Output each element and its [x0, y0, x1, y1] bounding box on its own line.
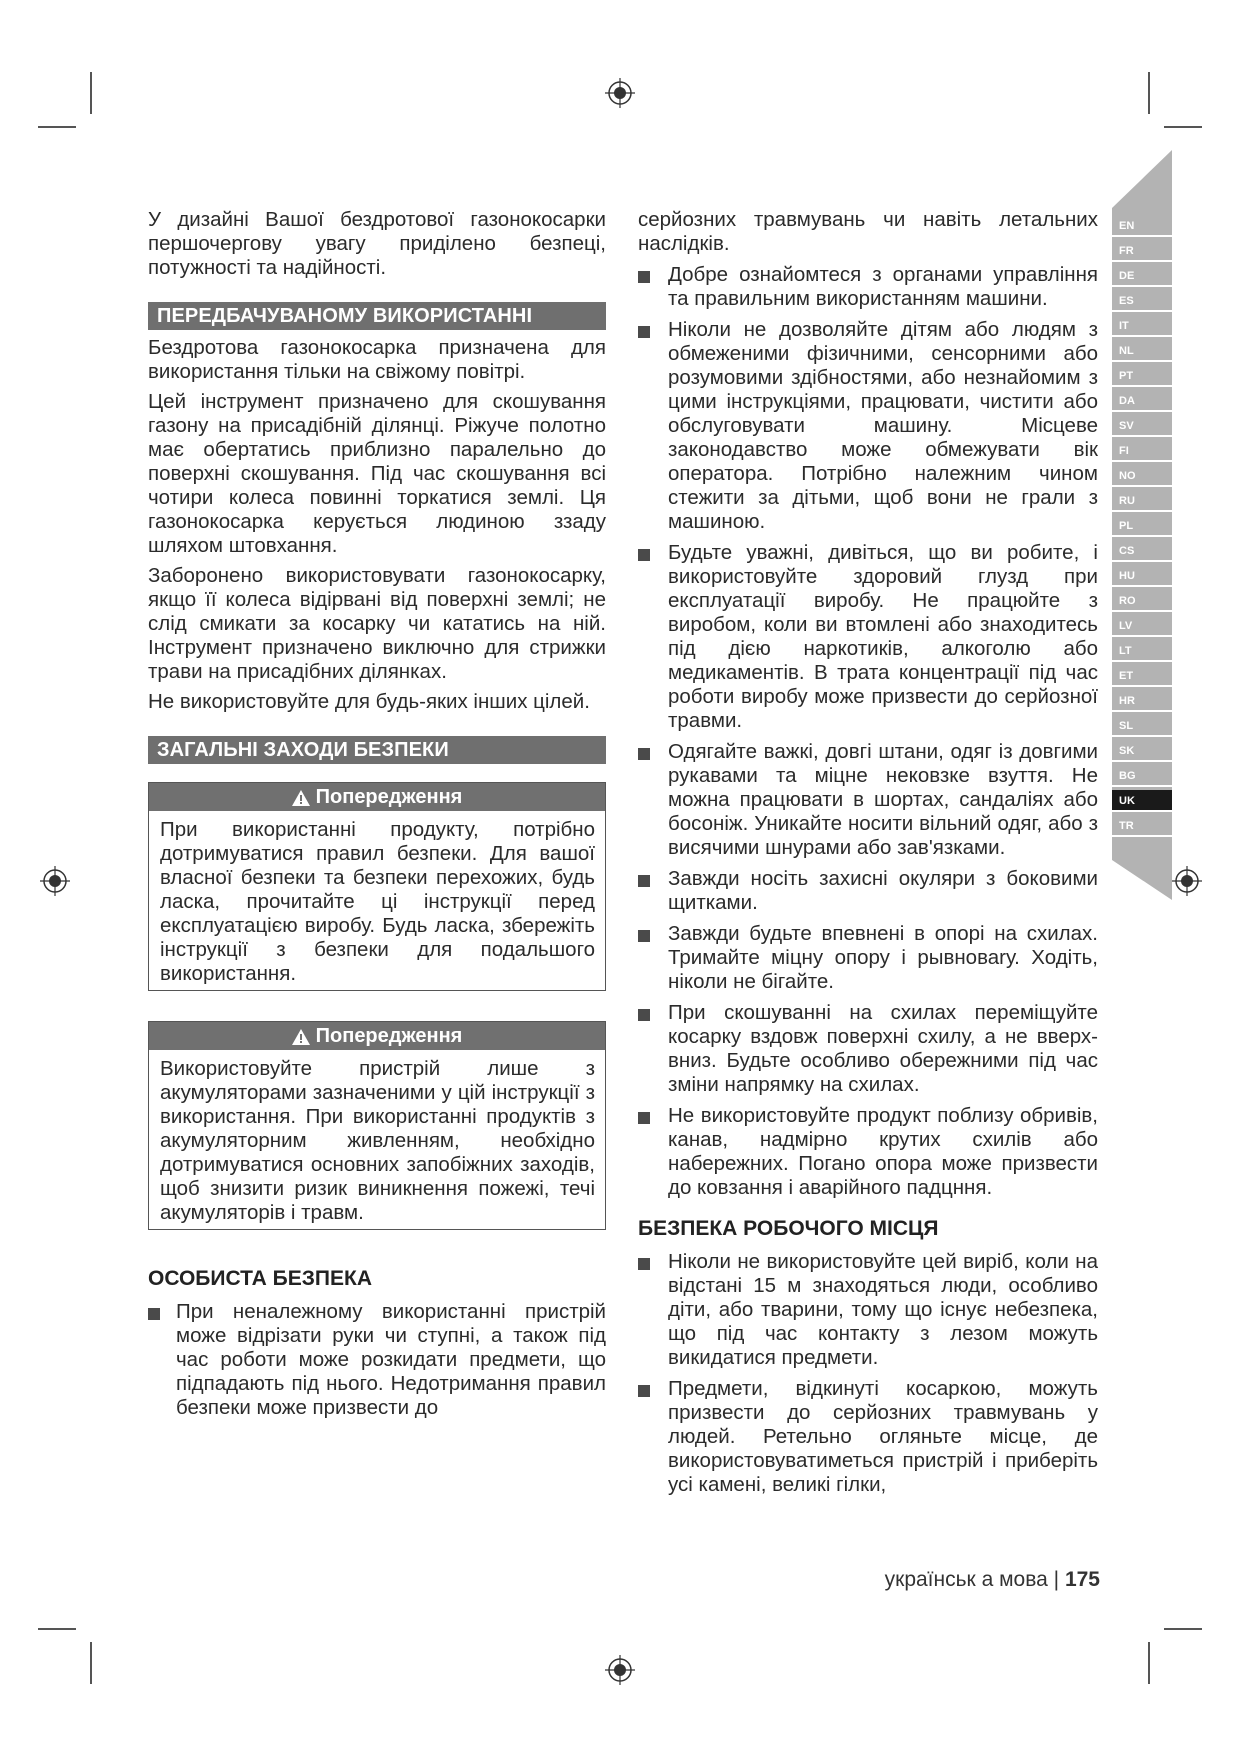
bullet-square-icon — [638, 930, 650, 942]
language-tab-pl[interactable]: PL — [1112, 515, 1172, 537]
crop-mark — [90, 72, 92, 114]
section-title-intended-use: ПЕРЕДБАЧУВАНОМУ ВИКОРИСТАННІ — [148, 302, 606, 330]
paragraph: Заборонено використовувати газонокосарку, якщо її колеса відірвані від поверхні землі; не слід смикати за косарку чи кататись на ній. Інструмент призначено виключно для стрижки трави на присадібних ділянках. — [148, 564, 606, 683]
list-item: При скошуванні на схилах переміщуйте косарку вздовж поверхні схилу, а не вверх-вниз. Будьте особливо обережними під час зміни напрямку на схилах. — [638, 1001, 1098, 1097]
footer-language: українськ а мова — [884, 1568, 1048, 1591]
bullet-square-icon — [638, 1112, 650, 1124]
list-item: Ніколи не використовуйте цей виріб, коли на відстані 15 м знаходяться люди, особливо діти, або тварини, тому що існує небезпека, що під час контакту з лезом можуть викидатися предмети. — [638, 1250, 1098, 1370]
language-tab-bg[interactable]: BG — [1112, 765, 1172, 787]
intro-paragraph: У дизайні Вашої бездротової газонокосарки першочергову увагу приділено безпеці, потужності та надійності. — [148, 208, 606, 279]
list-item: Не використовуйте продукт поблизу обривів, канав, надмірно крутих схилів або набережних. Погано опора може призвести до ковзання і аварійного падцння. — [638, 1104, 1098, 1200]
paragraph: Не використовуйте для будь-яких інших цілей. — [148, 690, 590, 713]
crop-mark — [1148, 1642, 1150, 1684]
section-title-work-area-safety: БЕЗПЕКА РОБОЧОГО МІСЦЯ — [638, 1217, 939, 1240]
footer-separator: | — [1053, 1568, 1060, 1591]
language-tab-nl[interactable]: NL — [1112, 340, 1172, 362]
language-tab-ru[interactable]: RU — [1112, 490, 1172, 512]
language-tab-tr[interactable]: TR — [1112, 815, 1172, 837]
language-tab-pt[interactable]: PT — [1112, 365, 1172, 387]
crop-mark — [1164, 126, 1202, 128]
language-tab-it[interactable]: IT — [1112, 315, 1172, 337]
language-tab-sv[interactable]: SV — [1112, 415, 1172, 437]
language-tab-sk[interactable]: SK — [1112, 740, 1172, 762]
bullet-square-icon — [638, 1258, 650, 1270]
language-tab-es[interactable]: ES — [1112, 290, 1172, 312]
bullet-list — [638, 263, 1098, 1200]
paragraph-continued: серйозних травмувань чи навіть летальних наслідків. — [638, 208, 1098, 255]
registration-mark-icon — [40, 866, 70, 896]
language-tab-sl[interactable]: SL — [1112, 715, 1172, 737]
bullet-square-icon — [638, 748, 650, 760]
registration-mark-icon — [605, 78, 635, 108]
warning-text: Використовуйте пристрій лише з акумуляторами зазначеними у цій інструкції з використання. При використанні продуктів з акумуляторним живленням, необхідно дотримуватися основних запобіжних заходів, щоб знизити ризик виникнення пожежі, течі акумуляторів і травм. — [160, 1057, 595, 1224]
page-footer — [820, 1568, 1100, 1592]
language-tabs — [1112, 150, 1182, 900]
language-tab-no[interactable]: NO — [1112, 465, 1172, 487]
language-tab-da[interactable]: DA — [1112, 390, 1172, 412]
warning-title: Попередження — [315, 786, 463, 808]
language-tab-ro[interactable]: RO — [1112, 590, 1172, 612]
language-tab-hu[interactable]: HU — [1112, 565, 1172, 587]
language-tab-lv[interactable]: LV — [1112, 615, 1172, 637]
bullet-square-icon — [638, 271, 650, 283]
language-tab-hr[interactable]: HR — [1112, 690, 1172, 712]
warning-title: Попередження — [315, 1025, 463, 1047]
left-column — [148, 208, 606, 1427]
section-title-general-safety: ЗАГАЛЬНІ ЗАХОДИ БЕЗПЕКИ — [148, 736, 606, 764]
bullet-square-icon — [148, 1308, 160, 1320]
language-tab-cs[interactable]: CS — [1112, 540, 1172, 562]
crop-mark — [38, 126, 76, 128]
list-item: При неналежному використанні пристрій може відрізати руки чи ступні, а також під час роботи може розкидати предмети, що підпадають під нього. Недотримання правил безпеки може призвести до — [148, 1300, 606, 1420]
bullet-square-icon — [638, 875, 650, 887]
warning-box — [148, 782, 606, 991]
warning-header — [149, 783, 605, 811]
language-tab-fi[interactable]: FI — [1112, 440, 1172, 462]
section-title-personal-safety: ОСОБИСТА БЕЗПЕКА — [148, 1267, 372, 1290]
list-item: Добре ознайомтеся з органами управління та правильним використанням машини. — [638, 263, 1098, 311]
bullet-square-icon — [638, 326, 650, 338]
warning-triangle-icon — [292, 1029, 310, 1045]
language-tab-uk[interactable]: UK — [1112, 790, 1172, 812]
list-item: Одягайте важкі, довгі штани, одяг із довгими рукавами та міцне нековзке взуття. Не можна працювати в шортах, сандаліях або босоніж. Уникайте носити вільний одяг, або з висячими шнурами або зав'язками. — [638, 740, 1098, 860]
crop-mark — [90, 1642, 92, 1684]
list-item: Завжди будьте впевнені в опорі на схилах. Тримайте міцну опору і рывноваrу. Ходіть, ніколи не бігайте. — [638, 922, 1098, 994]
list-item: Предмети, відкинуті косаркою, можуть призвести до серйозних травмувань у людей. Ретельно огляньте місце, де використовуватиметься пристрій і приберіть усі камені, великі гілки, — [638, 1377, 1098, 1497]
language-tab-lt[interactable]: LT — [1112, 640, 1172, 662]
crop-mark — [38, 1628, 76, 1630]
registration-mark-icon — [605, 1655, 635, 1685]
paragraph: Цей інструмент призначено для скошування газону на присадібній ділянці. Ріжуче полотно має обертатись приблизно паралельно до поверхні скошування. Під час скошування всі чотири колеса повинні торкатися землі. Ця газонокосарка керується людиною ззаду шляхом штовхання. — [148, 390, 606, 557]
language-tab-fr[interactable]: FR — [1112, 240, 1172, 262]
bullet-square-icon — [638, 1385, 650, 1397]
right-column — [638, 208, 1098, 1504]
warning-triangle-icon — [292, 790, 310, 806]
page-number: 175 — [1064, 1568, 1100, 1591]
bullet-list — [638, 1250, 1098, 1497]
bullet-list — [148, 1300, 606, 1420]
bullet-square-icon — [638, 549, 650, 561]
language-tab-de[interactable]: DE — [1112, 265, 1172, 287]
warning-text: При використанні продукту, потрібно дотримуватися правил безпеки. Для вашої власної безпеки та безпеки перехожих, будь ласка, прочитайте ці інструкції перед експлуатацією виробу. Будь ласка, збережіть інструкції з безпеки для подальшого використання. — [160, 818, 595, 985]
list-item: Завжди носіть захисні окуляри з боковими щитками. — [638, 867, 1098, 915]
language-tab-en[interactable]: EN — [1112, 215, 1172, 237]
language-tab-et[interactable]: ET — [1112, 665, 1172, 687]
list-item: Будьте уважні, дивіться, що ви робите, і використовуйте здоровий глузд при експлуатації виробу. Не працюйте з виробом, коли ви втомлені або знаходитесь під дією наркотиків, алкоголю або медикаментів. В трата концентрації під час роботи виробу може призвести до серйозної травми. — [638, 541, 1098, 733]
crop-mark — [1164, 1628, 1202, 1630]
paragraph: Бездротова газонокосарка призначена для використання тільки на свіжому повітрі. — [148, 336, 606, 383]
warning-box — [148, 1021, 606, 1230]
list-item: Ніколи не дозволяйте дітям або людям з обмеженими фізичними, сенсорними або розумовими здібностями, або незнайомим з цими інструкціями, працювати, чистити або обслуговувати машину. Місцеве законодавство може обмежувати вік оператора. Потрібно належним чином стежити за дітьми, щоб вони не грали з машиною. — [638, 318, 1098, 534]
warning-header — [149, 1022, 605, 1050]
bullet-square-icon — [638, 1009, 650, 1021]
crop-mark — [1148, 72, 1150, 114]
